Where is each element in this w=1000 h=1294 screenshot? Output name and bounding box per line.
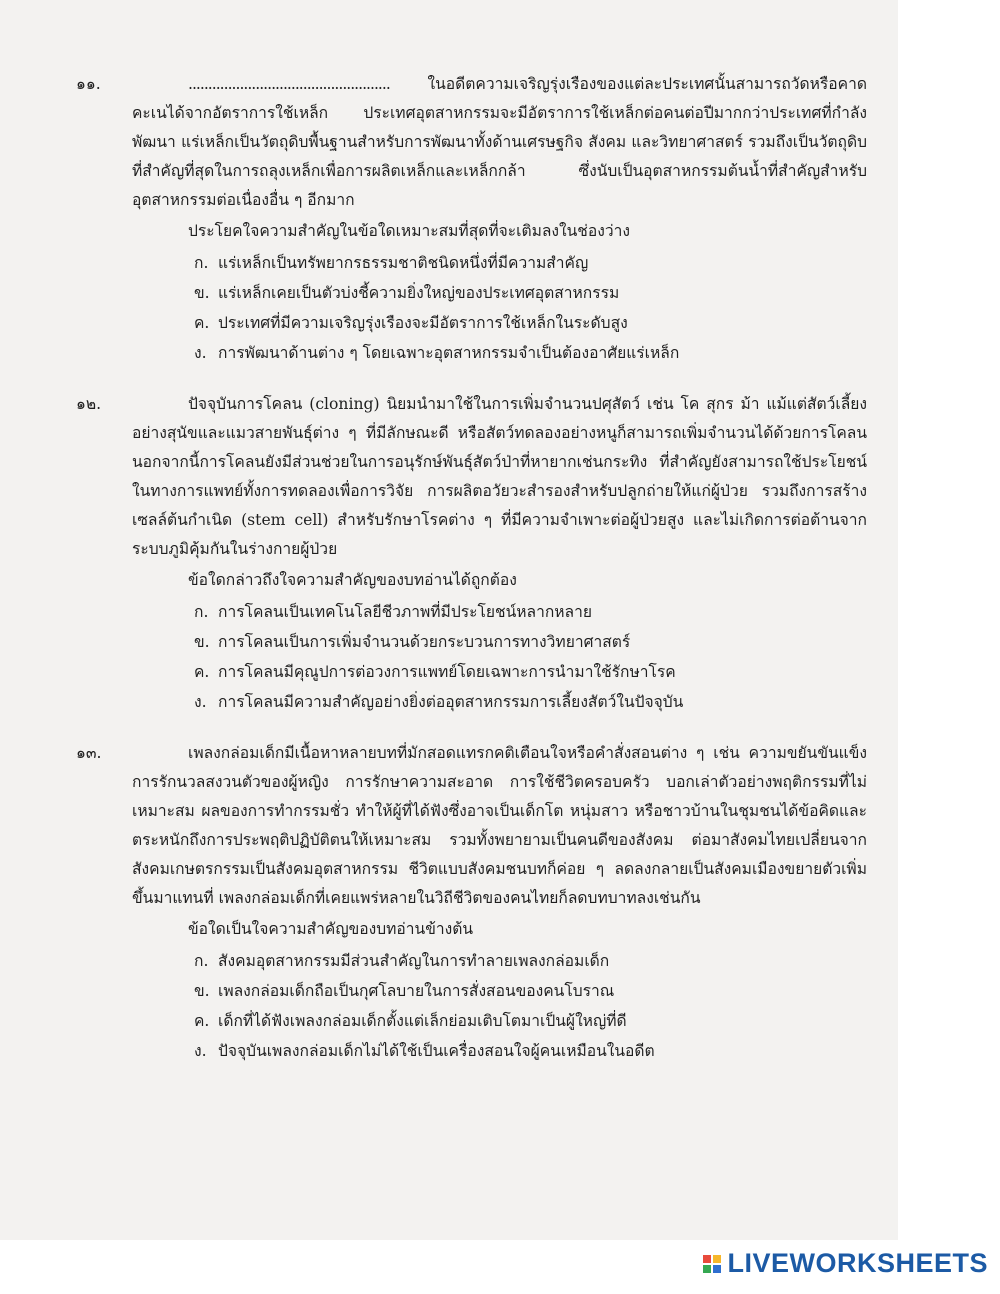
question-13 xyxy=(76,739,867,1066)
choice-text: สังคมอุตสาหกรรมมีส่วนสำคัญในการทำลายเพลงกล่อมเด็ก xyxy=(218,952,610,970)
choice-letter: ก. xyxy=(194,254,209,272)
question-passage xyxy=(76,70,867,215)
question-prompt: ข้อใดกล่าวถึงใจความสำคัญของบทอ่านได้ถูกต้อง xyxy=(188,571,517,589)
logo-square-green xyxy=(703,1265,711,1273)
passage-text: เพลงกล่อมเด็กมีเนื้อหาหลายบทที่มักสอดแทรกคติเตือนใจหรือคำสั่งสอนต่าง ๆ เช่น ความขยันขันแข็ง การรักนวลสงวนตัวของผู้หญิง การรักษาความสะอาด การใช้ชีวิตครอบครัว บอกเล่าตัวอย่างพฤติกรรมที่ไม่เหมาะสม ผลของการทำกรรมชั่ว ทำให้ผู้ที่ได้ฟังซึ่งอาจเป็นเด็กโต หนุ่มสาว หรือชาวบ้านในชุมชนได้ข้อคิดและตระหนักถึงการประพฤติปฏิบัติตนให้เหมาะสม รวมทั้งพยายามเป็นคนดีของสังคม ต่อมาสังคมไทยเปลี่ยนจากสังคมเกษตรกรรมเป็นสังคมอุตสาหกรรม ชีวิตแบบสังคมชนบทก็ค่อย ๆ ลดลงกลายเป็นสังคมเมืองขยายตัวเพิ่มขึ้นมาแทนที่ เพลงกล่อมเด็กที่เคยแพร่หลายในวิถีชีวิตของคนไทยก็ลดบทบาทลงเช่นกัน xyxy=(132,744,867,907)
question-number: ๑๑. xyxy=(76,75,101,93)
logo-square-red xyxy=(703,1255,711,1263)
choice-text: แร่เหล็กเคยเป็นตัวบ่งชี้ความยิ่งใหญ่ของประเทศอุตสาหกรรม xyxy=(218,284,620,302)
choice-letter: ข. xyxy=(194,982,210,1000)
passage-text: ในอดีตความเจริญรุ่งเรืองของแต่ละประเทศนั้นสามารถวัดหรือคาดคะเนได้จากอัตราการใช้เหล็ก ประเทศอุตสาหกรรมจะมีอัตราการใช้เหล็กต่อคนต่อปีมากกว่าประเทศที่กำลังพัฒนา แร่เหล็กเป็นวัตถุดิบพื้นฐานสำหรับการพัฒนาทั้งด้านเศรษฐกิจ สังคม และวิทยาศาสตร์ รวมถึงเป็นวัตถุดิบที่สำคัญที่สุดในการถลุงเหล็กเพื่อการผลิตเหล็กและเหล็กกล้า ซึ่งนับเป็นอุตสาหกรรมต้นน้ำที่สำคัญสำหรับอุตสาหกรรมต่อเนื่องอื่น ๆ อีกมาก xyxy=(132,75,867,209)
choice-ko[interactable] xyxy=(194,598,867,627)
choice-letter: ข. xyxy=(194,284,210,302)
question-prompt: ข้อใดเป็นใจความสำคัญของบทอ่านข้างต้น xyxy=(188,920,474,938)
question-number: ๑๒. xyxy=(76,395,102,413)
question-12 xyxy=(76,390,867,717)
liveworksheets-logo-icon xyxy=(703,1255,721,1273)
choice-text: เด็กที่ได้ฟังเพลงกล่อมเด็กตั้งแต่เล็กย่อมเติบโตมาเป็นผู้ใหญ่ที่ดี xyxy=(218,1012,627,1030)
choice-text: ประเทศที่มีความเจริญรุ่งเรืองจะมีอัตราการใช้เหล็กในระดับสูง xyxy=(218,314,628,332)
question-number: ๑๓. xyxy=(76,744,102,762)
question-passage xyxy=(76,739,867,913)
choice-letter: ก. xyxy=(194,603,209,621)
choice-ngo[interactable] xyxy=(194,688,867,717)
choice-letter: ค. xyxy=(194,1012,210,1030)
choice-kho-khwai[interactable] xyxy=(194,309,867,338)
choice-letter: ง. xyxy=(194,1042,207,1060)
choice-text: การโคลนมีคุณูปการต่อวงการแพทย์โดยเฉพาะการนำมาใช้รักษาโรค xyxy=(218,663,676,681)
choice-letter: ก. xyxy=(194,952,209,970)
choice-ngo[interactable] xyxy=(194,339,867,368)
choice-text: การโคลนเป็นการเพิ่มจำนวนด้วยกระบวนการทางวิทยาศาสตร์ xyxy=(218,633,631,651)
question-prompt: ประโยคใจความสำคัญในข้อใดเหมาะสมที่สุดที่จะเติมลงในช่องว่าง xyxy=(188,222,631,240)
brand-name: LIVEWORKSHEETS xyxy=(727,1248,988,1278)
logo-square-blue xyxy=(713,1265,721,1273)
liveworksheets-logo xyxy=(703,1248,988,1279)
choice-text: แร่เหล็กเป็นทรัพยากรธรรมชาติชนิดหนึ่งที่มีความสำคัญ xyxy=(218,254,589,272)
choice-text: ปัจจุบันเพลงกล่อมเด็กไม่ได้ใช้เป็นเครื่องสอนใจผู้คนเหมือนในอดีต xyxy=(218,1042,655,1060)
choice-kho-khwai[interactable] xyxy=(194,658,867,687)
logo-square-yellow xyxy=(713,1255,721,1263)
choice-kho[interactable] xyxy=(194,628,867,657)
answer-blank[interactable]: ................................................... xyxy=(188,75,390,93)
question-11 xyxy=(76,70,867,368)
choice-kho-khwai[interactable] xyxy=(194,1007,867,1036)
choice-text: การโคลนเป็นเทคโนโลยีชีวภาพที่มีประโยชน์หลากหลาย xyxy=(218,603,593,621)
choice-kho[interactable] xyxy=(194,279,867,308)
choice-ko[interactable] xyxy=(194,947,867,976)
choice-letter: ข. xyxy=(194,633,210,651)
choice-letter: ค. xyxy=(194,663,210,681)
choice-letter: ง. xyxy=(194,344,207,362)
choice-ko[interactable] xyxy=(194,249,867,278)
question-passage xyxy=(76,390,867,564)
choice-text: เพลงกล่อมเด็กถือเป็นกุศโลบายในการสั่งสอนของคนโบราณ xyxy=(218,982,615,1000)
choice-kho[interactable] xyxy=(194,977,867,1006)
choice-list xyxy=(132,947,867,1066)
choice-ngo[interactable] xyxy=(194,1037,867,1066)
choice-text: การพัฒนาด้านต่าง ๆ โดยเฉพาะอุตสาหกรรมจำเป็นต้องอาศัยแร่เหล็ก xyxy=(218,344,680,362)
worksheet-content xyxy=(76,70,867,1088)
choice-letter: ค. xyxy=(194,314,210,332)
choice-text: การโคลนมีความสำคัญอย่างยิ่งต่ออุตสาหกรรมการเลี้ยงสัตว์ในปัจจุบัน xyxy=(218,693,684,711)
choice-letter: ง. xyxy=(194,693,207,711)
choice-list xyxy=(132,249,867,368)
choice-list xyxy=(132,598,867,717)
passage-text: ปัจจุบันการโคลน (cloning) นิยมนำมาใช้ในการเพิ่มจำนวนปศุสัตว์ เช่น โค สุกร ม้า แม้แต่สัตว์เลี้ยงอย่างสุนัขและแมวสายพันธุ์ต่าง ๆ ที่มีลักษณะดี หรือสัตว์ทดลองอย่างหนูก็สามารถเพิ่มจำนวนได้ด้วยการโคลน นอกจากนี้การโคลนยังมีส่วนช่วยในการอนุรักษ์พันธุ์สัตว์ป่าที่หายากเช่นกระทิง ที่สำคัญยังสามารถใช้ประโยชน์ในทางการแพทย์ทั้งการทดลองเพื่อการวิจัย การผลิตอวัยวะสำรองสำหรับปลูกถ่ายให้แก่ผู้ป่วย รวมถึงการสร้างเซลล์ต้นกำเนิด (stem cell) สำหรับรักษาโรคต่าง ๆ ที่มีความจำเพาะต่อผู้ป่วยสูง และไม่เกิดการต่อต้านจากระบบภูมิคุ้มกันในร่างกายผู้ป่วย xyxy=(132,395,867,558)
